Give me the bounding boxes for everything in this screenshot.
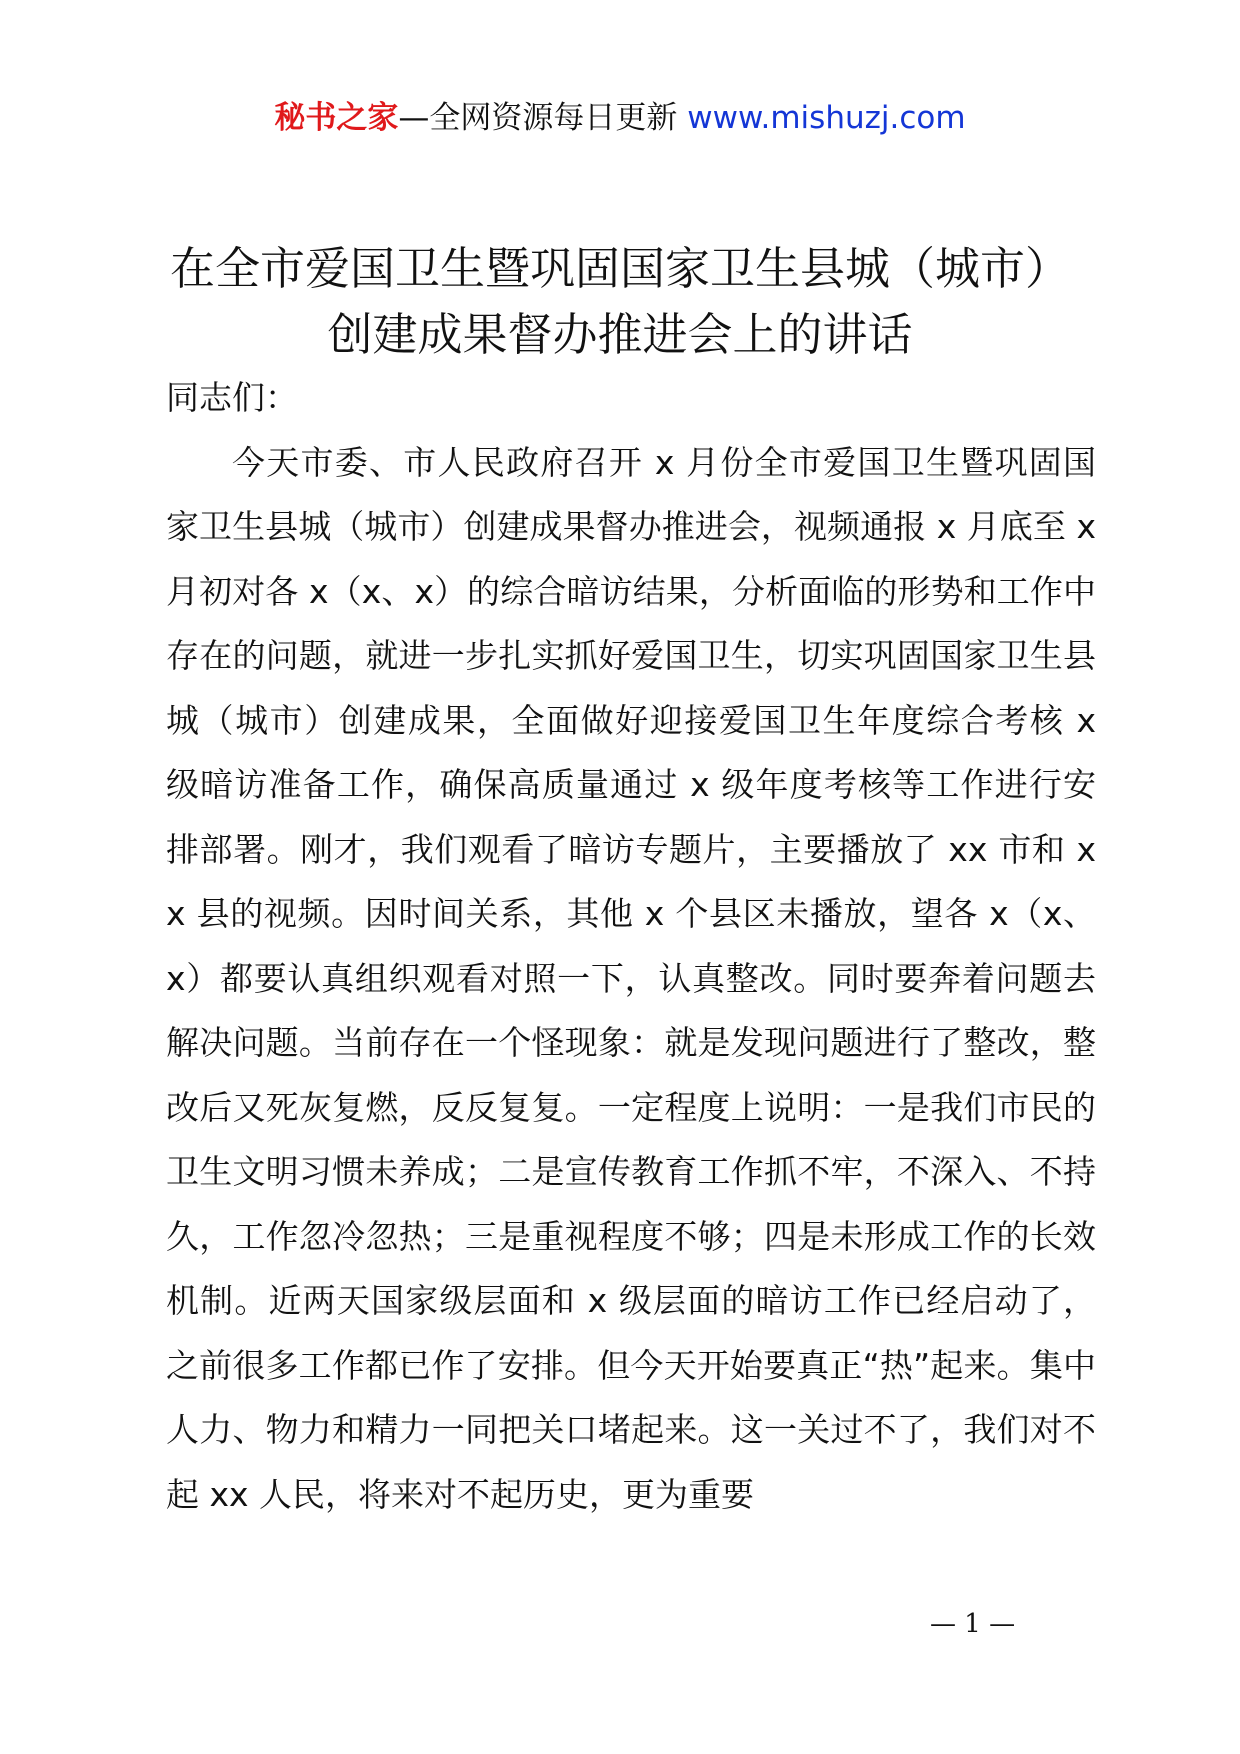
site-header	[0, 98, 1240, 138]
document-title	[0, 236, 1240, 368]
document-body	[166, 366, 1096, 1527]
salutation: 同志们：	[166, 378, 298, 417]
title-line-1: 在全市爱国卫生暨巩固国家卫生县城（城市）	[169, 242, 1070, 295]
body-paragraph: 今天市委、市人民政府召开 x 月份全市爱国卫生暨巩固国家卫生县城（城市）创建成果督办推进会，视频通报 x 月底至 x 月初对各 x（x、x）的综合暗访结果，分析面临的形势和工作中存在的问题，就进一步扎实抓好爱国卫生，切实巩固国家卫生县城（城市）创建成果，全面做好迎接爱国卫生年度综合考核 x 级暗访准备工作，确保高质量通过 x 级年度考核等工作进行安排部署。刚才，我们观看了暗访专题片，主要播放了 xx 市和 xx 县的视频。因时间关系，其他 x 个县区未播放，望各 x（x、x）都要认真组织观看对照一下，认真整改。同时要奔着问题去解决问题。当前存在一个怪现象：就是发现问题进行了整改，整改后又死灰复燃，反反复复。一定程度上说明：一是我们市民的卫生文明习惯未养成；二是宣传教育工作抓不牢，不深入、不持久，工作忽冷忽热；三是重视程度不够；四是未形成工作的长效机制。近两天国家级层面和 x 级层面的暗访工作已经启动了，之前很多工作都已作了安排。但今天开始要真正“热”起来。集中人力、物力和精力一同把关口堵起来。这一关过不了，我们对不起 xx 人民，将来对不起历史，更为重要	[166, 442, 1096, 1514]
site-brand: 秘书之家	[274, 100, 399, 136]
site-url-link[interactable]: www.mishuzj.com	[687, 100, 966, 136]
page-number: — 1 —	[930, 1609, 1016, 1639]
site-tagline: —全网资源每日更新	[398, 100, 688, 136]
title-line-2: 创建成果督办推进会上的讲话	[327, 308, 913, 361]
